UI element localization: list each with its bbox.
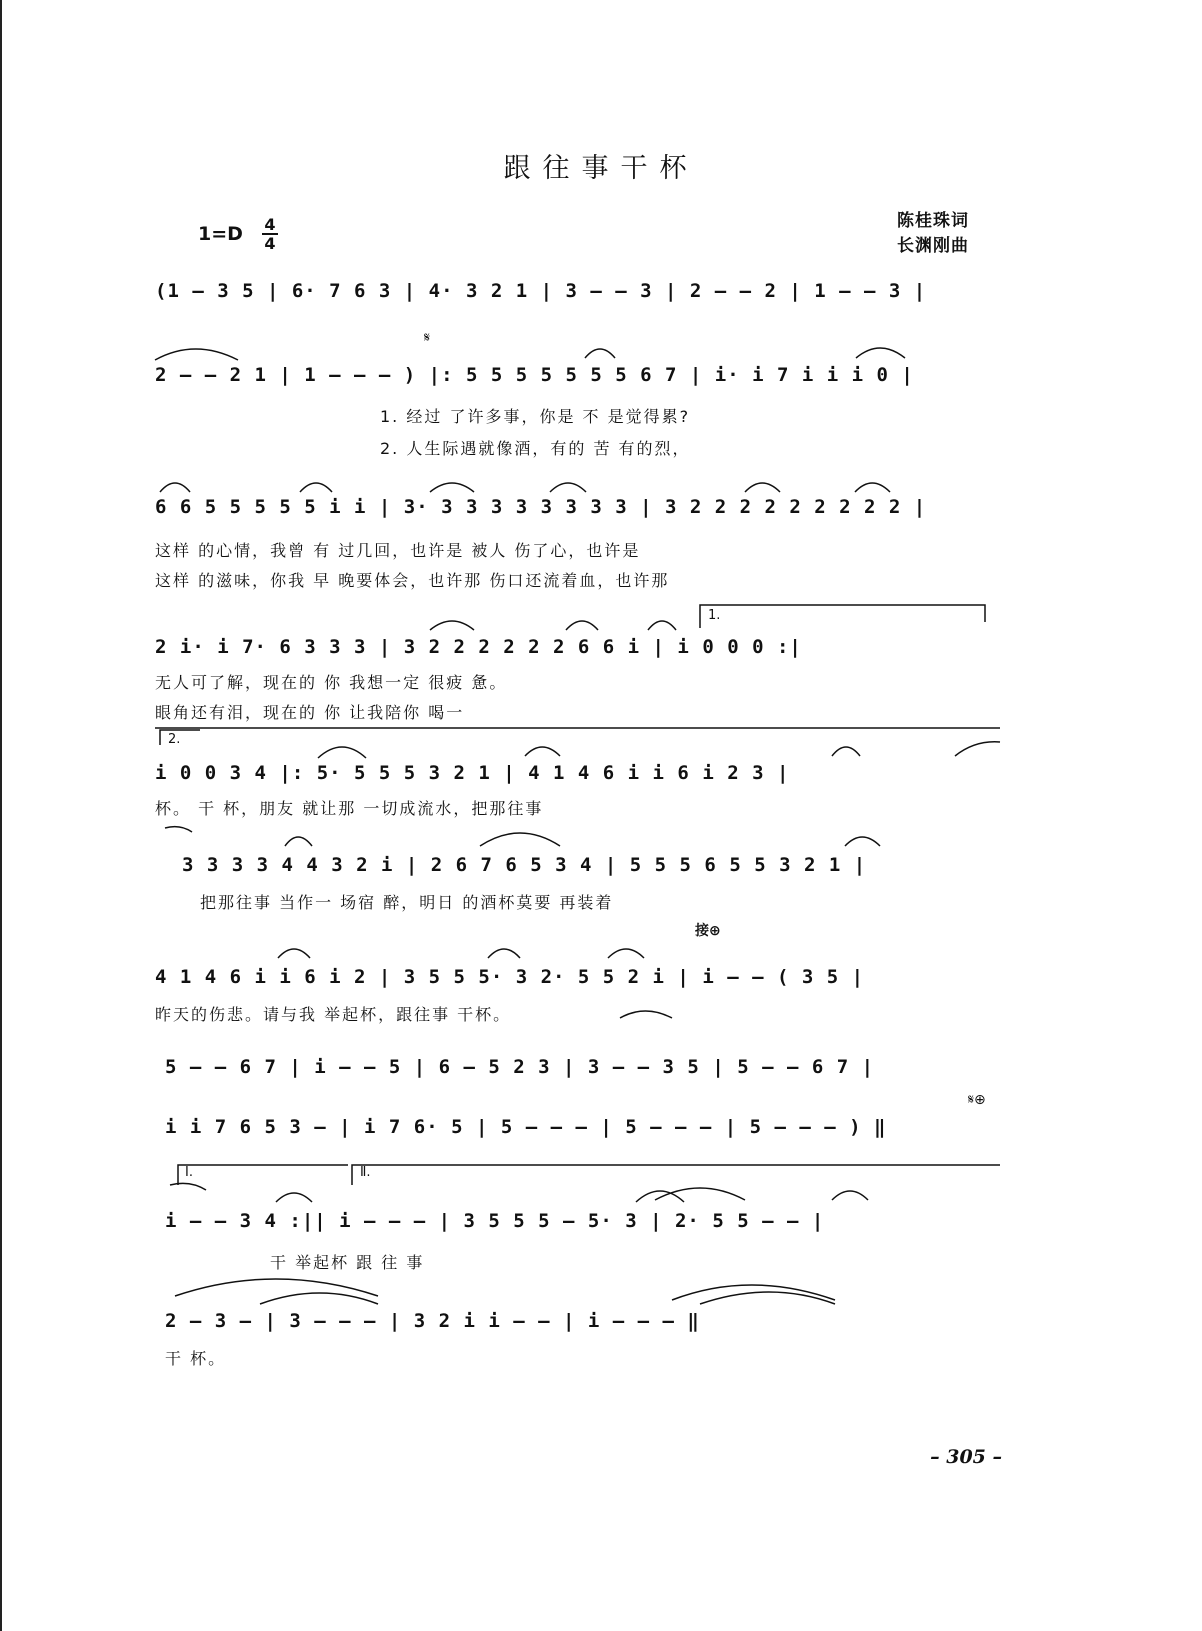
slur-row-10b [276,1193,312,1202]
lyricist-credit: 陈桂珠词 [897,211,969,231]
slur-row-11b [260,1293,378,1304]
song-title: 跟往事干杯 [503,153,699,184]
slur-row-7a [278,949,310,958]
lyric-row-11: 干 杯。 [165,1349,227,1368]
lyric-row-10: 干 举起杯 跟 往 事 [270,1253,425,1272]
score-row-3: 6 6 5 5 5 5 5 i i | 3· 3 3 3 3 3 3 3 3 | 3 2 2 2 2 2 2 2 2 2 | [155,496,927,518]
slur-row-11a [175,1279,378,1296]
score-row-2: 2 – – 2 1 | 1 – – – ) |: 5 5 5 5 5 5 5 6 7 | i· i 7 i i i 0 | [155,364,914,386]
time-signature-bottom: 4 [264,234,276,253]
lyric-row-6: 把那往事 当作一 场宿 醉，明日 的酒杯莫要 再装着 [200,893,614,912]
slur-row-2c [856,348,905,358]
slur-row-10a [170,1183,206,1190]
time-signature [262,216,278,252]
slur-row-6b [285,837,312,846]
slur-row-5c [832,747,860,756]
slur-row-2b [585,349,615,358]
volta-I-label: I. [185,1165,193,1180]
slur-row-4b [566,621,598,630]
slur-row-5b [525,747,560,756]
segno-coda-marker: 𝄋⊕ [968,1092,986,1108]
lyric-row-7: 昨天的伤悲。请与我 举起杯，跟往事 干杯。 [155,1005,512,1024]
score-row-11: 2 – 3 – | 3 – – – | 3 2 i i – – | i – – – ‖ [165,1310,700,1332]
slur-row-3d [550,483,586,492]
slur-row-3b [300,483,332,492]
volta-I-bracket [178,1165,348,1185]
composer-credit: 长渊刚曲 [897,236,969,256]
volta-2-label: 2. [168,732,181,747]
slur-row-7c [608,949,644,958]
score-row-1: (1 – 3 5 | 6· 7 6 3 | 4· 3 2 1 | 3 – – 3 | 2 – – 2 | 1 – – 3 | [155,280,927,302]
score-row-7: 4 1 4 6 i i 6 i 2 | 3 5 5 5· 3 2· 5 5 2 i | i – – ( 3 5 | [155,966,865,988]
score-row-10: i – – 3 4 :|| i – – – | 3 5 5 5 – 5· 3 | 2· 5 5 – – | [165,1210,825,1232]
slur-row-2a [155,349,238,360]
lyric-row-3-verse-2: 这样 的滋味，你我 早 晚要体会，也许那 伤口还流着血，也许那 [155,571,670,590]
lyric-row-2-verse-1: 1. 经过 了许多事，你是 不 是觉得累? [380,407,691,426]
key-signature: 1=D [198,223,243,245]
slur-row-7b [488,949,520,958]
volta-II-label: Ⅱ. [360,1165,371,1180]
slur-row-4a [430,621,474,630]
score-row-9: i i 7 6 5 3 – | i 7 6· 5 | 5 – – – | 5 – – – | 5 – – – ) ‖ [165,1116,887,1138]
slur-row-4c [648,621,676,630]
lyric-row-4-verse-2: 眼角还有泪，现在的 你 让我陪你 喝一 [155,703,465,722]
slur-row-6a [165,827,192,832]
score-row-5: i 0 0 3 4 |: 5· 5 5 5 3 2 1 | 4 1 4 6 i i 6 i 2 3 | [155,762,790,784]
score-row-4: 2 i· i 7· 6 3 3 3 | 3 2 2 2 2 2 2 6 6 i | i 0 0 0 :| [155,636,802,658]
slur-row-6c [480,833,560,846]
slur-row-11d [700,1292,835,1304]
lyric-row-2-verse-2: 2. 人生际遇就像酒，有的 苦 有的烈， [380,439,691,458]
page-left-edge [0,0,2,1631]
page-number: – 305 – [930,1446,1002,1468]
segno-marker: 𝄋 [424,330,431,346]
slur-row-5a [318,747,366,758]
slur-row-3c [430,483,474,492]
slur-row-5d [955,742,1000,756]
volta-1-label: 1. [708,608,721,623]
lyric-row-4-verse-1: 无人可了解，现在的 你 我想一定 很疲 惫。 [155,673,508,692]
lyric-row-5: 杯。 干 杯，朋友 就让那 一切成流水，把那往事 [155,799,544,818]
slur-row-6d [845,837,880,846]
slur-row-10d [655,1188,745,1200]
volta-1-bracket [700,605,985,628]
score-row-8: 5 – – 6 7 | i – – 5 | 6 – 5 2 3 | 3 – – 3 5 | 5 – – 6 7 | [165,1056,875,1078]
score-row-6: 3 3 3 3 4 4 3 2 i | 2 6 7 6 5 3 4 | 5 5 5 6 5 5 3 2 1 | [182,854,867,876]
slur-row-11c [672,1285,835,1300]
volta-II-bracket [352,1165,1000,1185]
jump-to-coda-marker: 接⊕ [695,923,721,939]
slur-row-10c [636,1191,684,1202]
slur-row-3e [745,483,780,492]
time-signature-top: 4 [264,215,276,234]
slur-row-3a [160,483,190,492]
slur-row-10e [832,1191,868,1200]
lyric-row-3-verse-1: 这样 的心情，我曾 有 过几回，也许是 被人 伤了心，也许是 [155,541,641,560]
slur-row-3f [855,483,890,492]
